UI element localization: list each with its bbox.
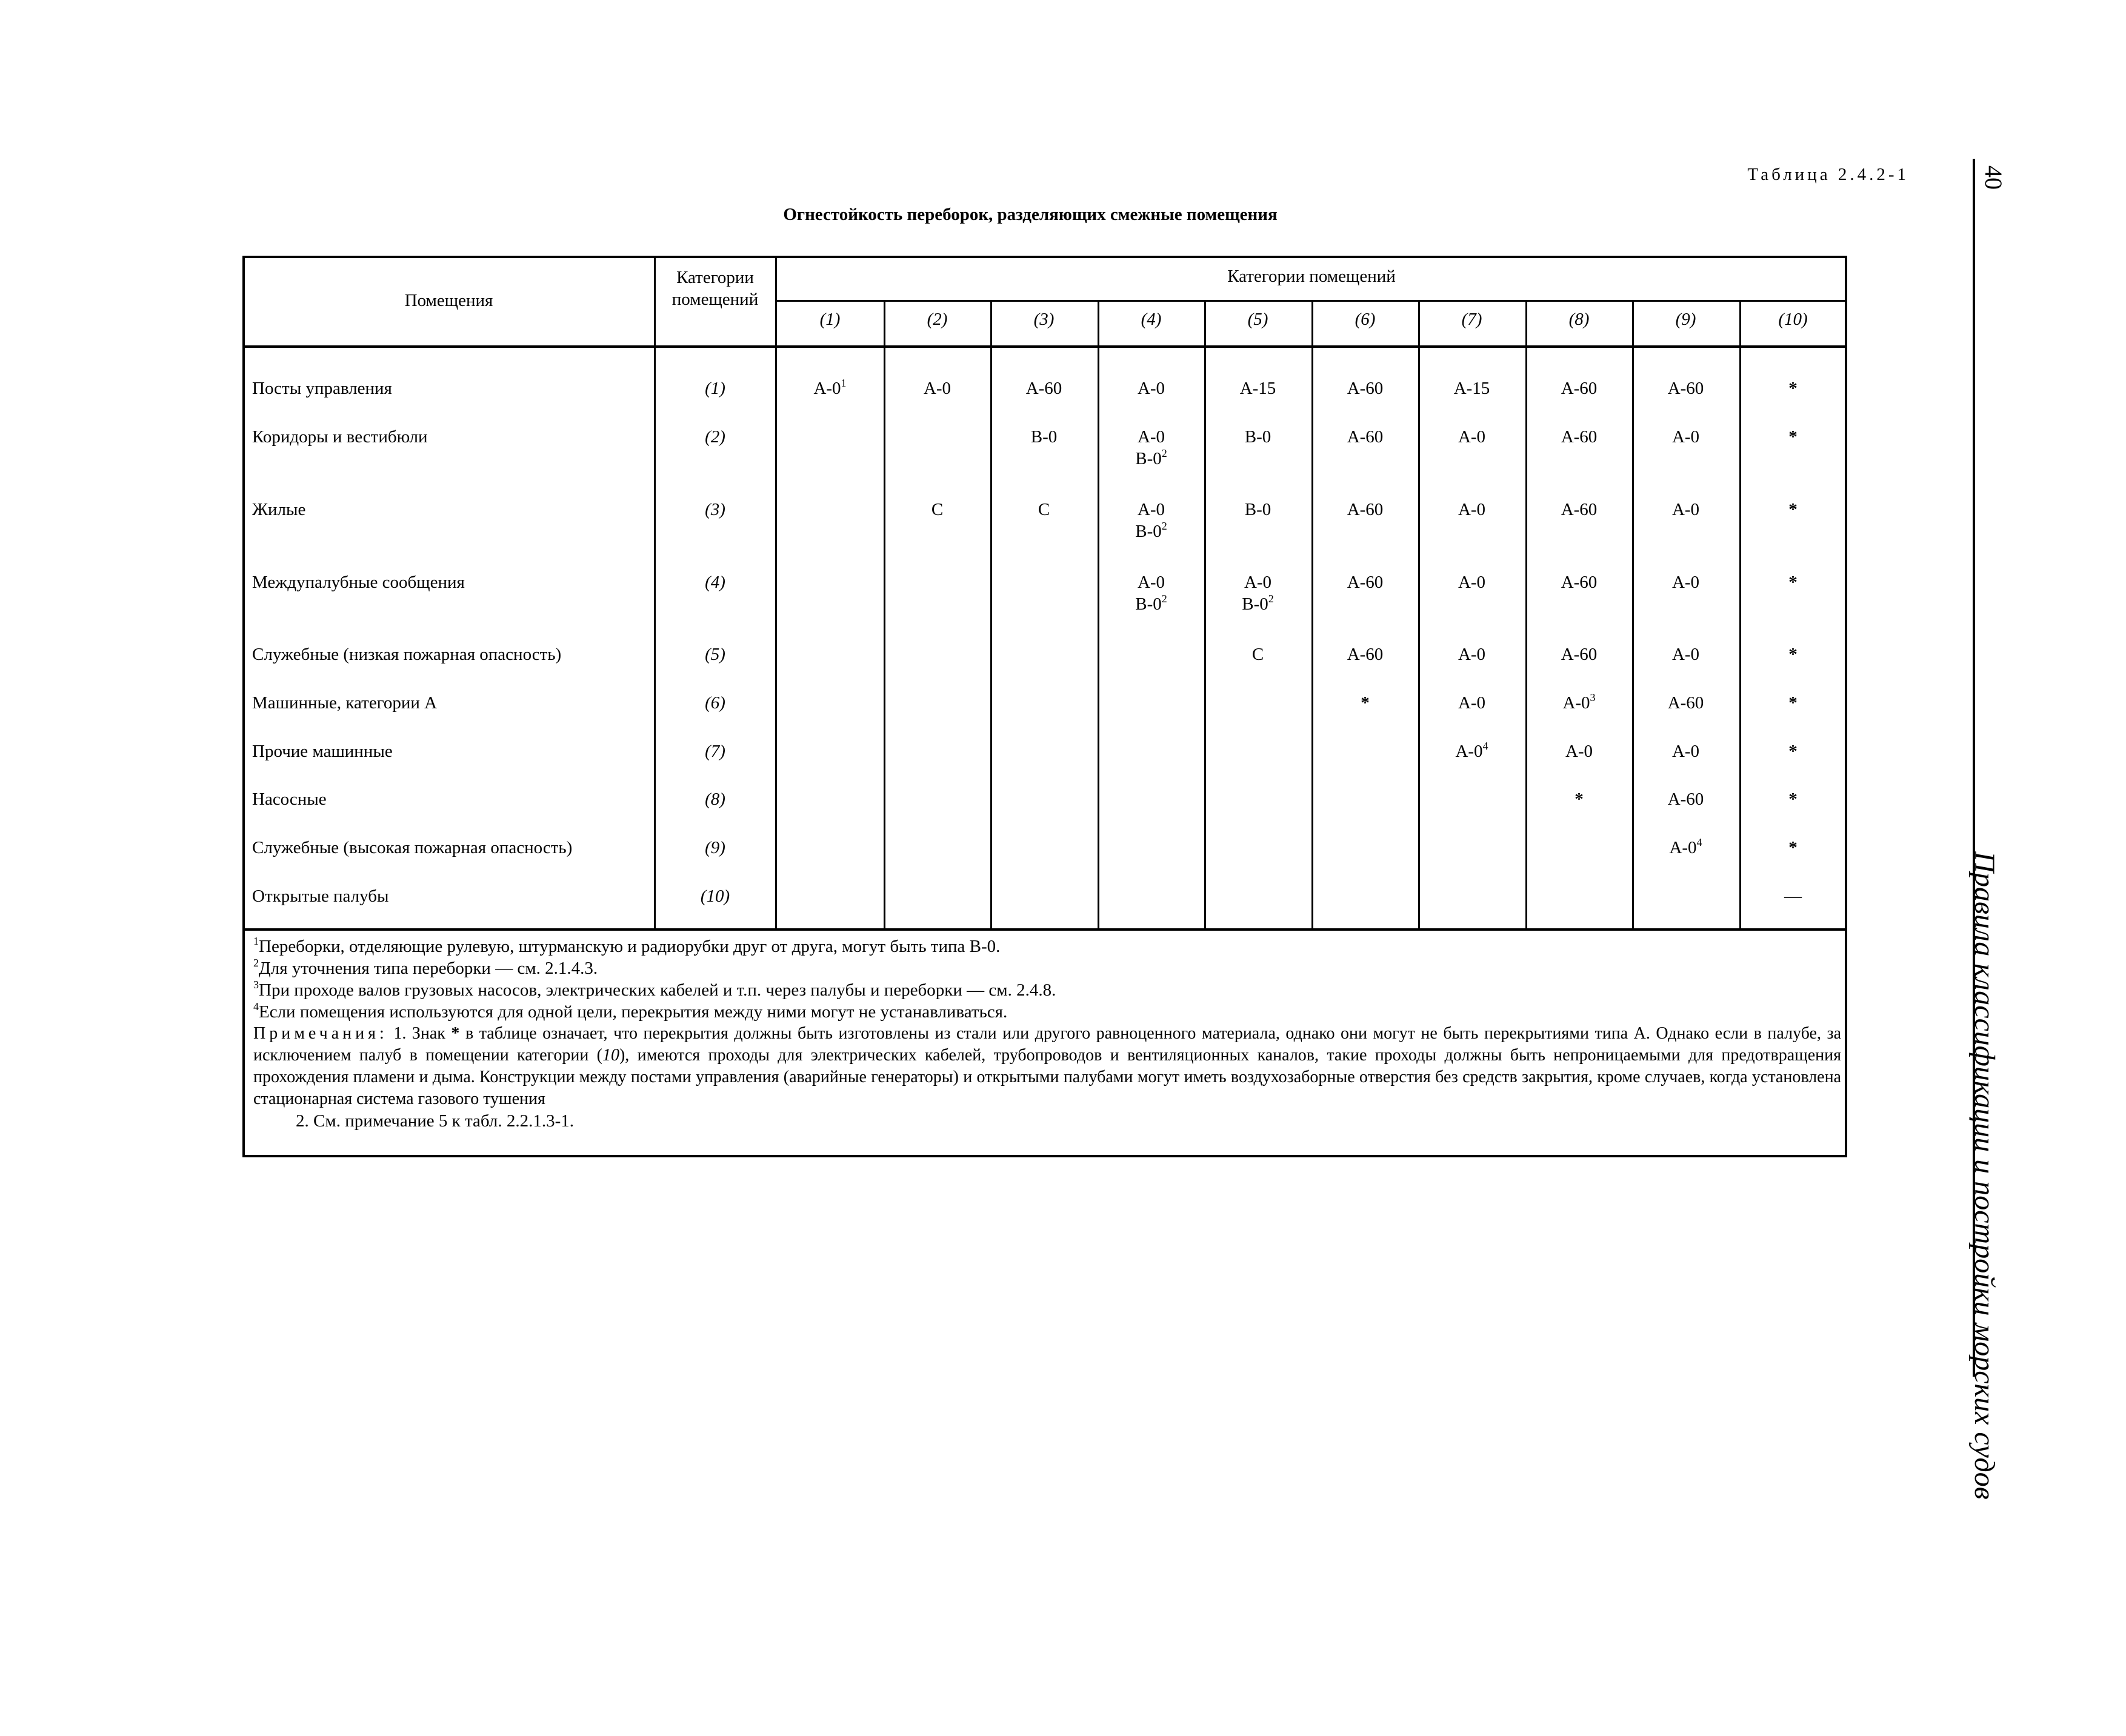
table-cell: A-0 [1671, 427, 1700, 447]
column-number: (1) [819, 310, 841, 329]
rooms-column-header: Помещения [404, 291, 493, 310]
table-label: Таблица 2.4.2-1 [1747, 165, 1909, 184]
table-cell: A-0 $B-0^2$ [1135, 573, 1167, 614]
table-cell: $A-0^3$ [1562, 691, 1596, 713]
room-category: (8) [705, 790, 725, 809]
table-cell: A-0 [1671, 645, 1700, 664]
table-cell: * [1788, 379, 1798, 398]
table-cell: A-0 [1458, 693, 1486, 713]
table-cell: A-15 [1239, 379, 1276, 398]
table-cell: A-0 [1671, 500, 1700, 519]
column-number: (9) [1675, 310, 1696, 329]
footnote-2: $^2$Для уточнения типа переборки — см. 2.1.4.3. [253, 957, 598, 978]
table-cell: A-15 [1453, 379, 1490, 398]
footnote-4: $^4$Если помещения используются для одной цели, перекрытия между ними могут не устанавливаться. [253, 1000, 1008, 1022]
room-name: Открытые палубы [252, 886, 389, 906]
column-number: (8) [1568, 310, 1590, 329]
running-title: Правила классификации и постройки морских судов [1968, 851, 2001, 1500]
footnote-3: $^3$При проходе валов грузовых насосов, электрических кабелей и т.п. через палубы и переборки — см. 2.4.8. [253, 979, 1056, 1000]
table-cell: A-0 [1671, 742, 1700, 761]
table-cell: A-60 [1561, 573, 1598, 592]
body-bottom-rule [244, 928, 1846, 931]
room-category: (6) [705, 693, 725, 713]
category-column-divider [775, 257, 777, 930]
table-cell: A-0 [1458, 645, 1486, 664]
table-cell: A-60 [1561, 500, 1598, 519]
table-notes [253, 936, 1841, 1132]
header-bottom-rule [244, 345, 1846, 348]
table-cell: — [1784, 886, 1802, 906]
room-category: (9) [705, 838, 725, 857]
table-cell: $A-0^1$ [813, 377, 847, 398]
room-category: (1) [705, 379, 725, 398]
table-cell: A-0 $B-0^2$ [1135, 427, 1167, 468]
table-cell: B-0 [1244, 500, 1271, 519]
table-cell: A-60 [1561, 427, 1598, 447]
table-cell: * [1788, 573, 1798, 592]
room-name: Служебные (высокая пожарная опасность) [252, 838, 573, 857]
table-cell: $A-0^4$ [1669, 836, 1702, 857]
table-cell: B-0 [1030, 427, 1058, 447]
table-cell: A-60 [1667, 790, 1704, 809]
table-cell: A-0 [1137, 379, 1165, 398]
rooms-column-divider [654, 257, 656, 930]
table-cell: * [1788, 427, 1798, 447]
table-cell: A-60 [1561, 379, 1598, 398]
room-category: (5) [705, 645, 725, 664]
table-cell: A-60 [1667, 693, 1704, 713]
header-divider [775, 300, 1846, 302]
table-cell: * [1788, 742, 1798, 761]
table-cell: A-60 [1025, 379, 1062, 398]
table-cell: A-0 [1565, 742, 1593, 761]
room-name: Посты управления [252, 379, 392, 398]
table-cell: * [1788, 645, 1798, 664]
note-1: Примечания: 1. Знак * в таблице означает, что перекрытия должны быть изготовлены из стали или другого равноценного материала, однако они могут не быть перекрытиями типа А. Однако если в палубе, за исключением палуб в помещении категории (10), имеются проходы для электрических кабелей, трубопроводов и вентиляционных каналов, такие проходы должны быть непроницаемыми для предотвращения прохождения пламени и дыма. Конструкции между постами управления (аварийные генераторы) и открытыми палубами могут иметь воздухозаборные отверстия без средств закрытия, кроме случаев, когда установлена стационарная система газового тушения [253, 1024, 1841, 1108]
table-cell: * [1788, 500, 1798, 519]
table-cell: * [1788, 838, 1798, 857]
table-cell: A-0 [1458, 573, 1486, 592]
room-name: Служебные (низкая пожарная опасность) [252, 645, 562, 664]
table-cell: B-0 [1244, 427, 1271, 447]
column-number: (4) [1141, 310, 1162, 329]
table-cell: * [1788, 790, 1798, 809]
room-name: Насосные [252, 790, 327, 809]
room-name: Междупалубные сообщения [252, 573, 465, 592]
table-cell: C [1251, 645, 1264, 664]
column-number: (6) [1355, 310, 1376, 329]
note-2: 2. См. примечание 5 к табл. 2.2.1.3-1. [296, 1111, 575, 1131]
column-number: (3) [1033, 310, 1055, 329]
page-number: 40 [1980, 165, 2008, 190]
table-cell: A-0 $B-0^2$ [1242, 573, 1274, 614]
category-column-header: Категории помещений [671, 268, 759, 309]
table-cell: * [1361, 693, 1370, 713]
room-name: Прочие машинные [252, 742, 393, 761]
footnote-1: $^1$Переборки, отделяющие рулевую, штурманскую и радиорубки друг от друга, могут быть типа B-0. [253, 935, 1001, 956]
column-number: (7) [1461, 310, 1482, 329]
category-group-header: Категории помещений [1227, 267, 1396, 286]
table-cell: A-60 [1347, 379, 1384, 398]
table-cell: * [1575, 790, 1584, 809]
table-cell: A-0 [1671, 573, 1700, 592]
column-number: (2) [927, 310, 948, 329]
room-name: Машинные, категории А [252, 693, 438, 713]
room-category: (2) [705, 427, 725, 447]
table-title: Огнестойкость переборок, разделяющих смежные помещения [783, 205, 1278, 224]
table-cell: A-0 $B-0^2$ [1135, 500, 1167, 541]
table-cell: * [1788, 693, 1798, 713]
room-category: (10) [700, 886, 730, 906]
table-cell: A-60 [1667, 379, 1704, 398]
table-cell: A-60 [1347, 500, 1384, 519]
room-name: Коридоры и вестибюли [252, 427, 428, 447]
column-number: (5) [1247, 310, 1268, 329]
table-cell: A-60 [1347, 427, 1384, 447]
table-cell: A-60 [1347, 645, 1384, 664]
room-category: (4) [705, 573, 725, 592]
table-cell: A-0 [1458, 427, 1486, 447]
room-category: (7) [705, 742, 725, 761]
room-name: Жилые [252, 500, 306, 519]
table-cell: A-0 [923, 379, 951, 398]
column-number: (10) [1778, 310, 1808, 329]
table-cell: C [931, 500, 944, 519]
table-cell: A-0 [1458, 500, 1486, 519]
table-cell: A-60 [1561, 645, 1598, 664]
table-cell: C [1038, 500, 1050, 519]
room-category: (3) [705, 500, 725, 519]
table-cell: A-60 [1347, 573, 1384, 592]
table-cell: $A-0^4$ [1455, 740, 1488, 761]
